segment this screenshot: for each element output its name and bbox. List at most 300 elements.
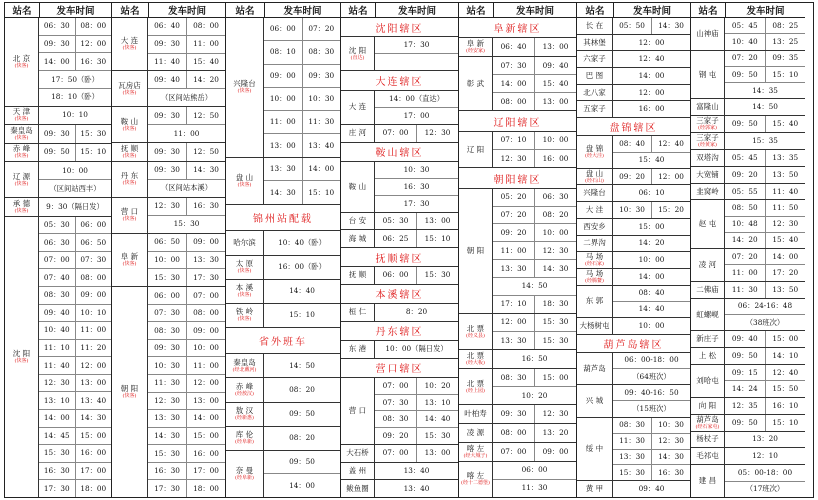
- time-row: [725, 448, 805, 464]
- departure-time: 16：30: [43, 466, 70, 476]
- departure-time: 09：40: [154, 74, 180, 84]
- station-name: 马 场: [585, 252, 604, 262]
- time-row: [493, 242, 576, 260]
- station-group: [226, 304, 340, 328]
- station-name-cell: [459, 424, 493, 442]
- departure-time: 14：30: [154, 431, 180, 441]
- time-row: [148, 36, 225, 54]
- departure-time: 09：00: [186, 234, 225, 251]
- departure-times: [39, 162, 111, 197]
- departure-time: 13：50: [765, 167, 806, 183]
- station-name-cell: [691, 348, 725, 364]
- time-row: [493, 405, 576, 423]
- departure-times: [493, 57, 576, 110]
- station-group: [691, 448, 805, 465]
- departure-time: 13：30: [619, 451, 645, 461]
- time-row: [148, 54, 225, 71]
- departure-time: 08：20: [534, 207, 576, 224]
- station-name-cell: [226, 231, 264, 254]
- time-row: [493, 314, 576, 332]
- station-group: [226, 256, 340, 280]
- station-name: 韭窝岭: [696, 186, 719, 196]
- time-row: [39, 217, 111, 235]
- departure-time: 14：30: [186, 162, 225, 179]
- station-name: 东 港: [348, 344, 367, 354]
- departure-time: 08：30: [43, 290, 70, 300]
- departure-time: 10：00: [534, 224, 576, 241]
- departure-time: 16：30: [186, 198, 225, 215]
- time-row: [613, 252, 690, 268]
- departure-time: 10：30: [651, 418, 690, 433]
- departure-time: 09：20: [731, 169, 758, 179]
- column-header: [5, 3, 111, 18]
- time-row: [39, 392, 111, 410]
- time-row: [493, 424, 576, 442]
- station-name-cell: [459, 350, 493, 368]
- station-name-cell: [341, 213, 375, 230]
- station-group: [691, 133, 805, 150]
- time-row: [375, 54, 458, 70]
- departure-times: [375, 378, 458, 444]
- station-name: 绥 中: [585, 443, 604, 453]
- departure-time: 09：20: [500, 227, 527, 237]
- departure-time: 13：00: [186, 393, 225, 410]
- departure-time: 11：30: [154, 378, 180, 388]
- section-header: 沈阳辖区: [341, 18, 458, 37]
- departure-time: 13：30: [154, 413, 180, 423]
- departure-times: [375, 91, 458, 124]
- station-name: 海 城: [348, 233, 367, 243]
- departure-time: 10：10: [62, 110, 88, 120]
- time-row: [725, 99, 805, 115]
- time-row: [613, 136, 690, 152]
- time-row: [375, 108, 458, 124]
- station-name: 鞍 山: [348, 181, 367, 191]
- station-name: 抚 顺: [348, 270, 367, 280]
- station-name: 盘 山: [235, 172, 254, 182]
- station-name-cell: [577, 236, 613, 252]
- station-group: [459, 462, 576, 497]
- station-name-cell: [112, 143, 148, 160]
- station-group: [226, 280, 340, 304]
- station-group: [5, 162, 111, 198]
- departure-times: [264, 378, 340, 401]
- departure-time: 15：10: [75, 144, 112, 162]
- departure-time: 16：10: [765, 398, 806, 414]
- departure-time: 09：15: [731, 367, 758, 377]
- station-name-cell: [226, 18, 264, 157]
- station-name-cell: [691, 116, 725, 132]
- departure-times: [725, 51, 805, 99]
- departure-time: 09：40: [534, 57, 576, 74]
- departure-time: 12：00: [500, 317, 527, 327]
- time-row: [613, 369, 690, 384]
- station-name-cell: [226, 158, 264, 204]
- column-header: [459, 3, 576, 18]
- departure-time: 06：30: [43, 21, 70, 31]
- station-name: 丹 东: [120, 171, 139, 181]
- departure-time: 05：00-18：00: [737, 467, 793, 477]
- departure-times: [725, 184, 805, 200]
- departure-time: 10：00（隔日发）: [385, 344, 448, 354]
- section-header: 营口辖区: [341, 359, 458, 378]
- departure-time: 07：30: [500, 60, 527, 70]
- departure-times: [613, 85, 690, 101]
- station-name: 凌 河: [698, 259, 717, 269]
- time-row: [264, 378, 340, 401]
- departure-time: 08：40: [619, 138, 645, 148]
- station-note: (快客): [122, 153, 137, 160]
- departure-time: 13：10: [416, 395, 458, 411]
- station-note: (快客): [14, 357, 29, 364]
- station-name-cell: [577, 51, 613, 67]
- station-note: (经阜新): [235, 439, 254, 446]
- departure-time: 08：10: [269, 47, 296, 57]
- departure-time: 08：30: [302, 41, 341, 63]
- section-header: 辽阳辖区: [459, 111, 576, 131]
- departure-time: 10：40: [731, 37, 758, 47]
- departure-time: 07：00: [186, 287, 225, 304]
- departure-time: 15：30: [154, 448, 180, 458]
- departure-time: 15：40: [765, 233, 806, 248]
- station-name-cell: [5, 18, 39, 106]
- departure-time: 09：30: [154, 147, 180, 157]
- time-row: [148, 445, 225, 463]
- departure-time: 14：00: [43, 56, 70, 66]
- time-row: [613, 18, 690, 34]
- departure-time: 14：00: [638, 271, 665, 281]
- header-station: 站名: [341, 3, 376, 17]
- header-time: 发车时间: [56, 6, 95, 17]
- station-group: [112, 162, 225, 198]
- station-name: 沈 阳: [348, 45, 367, 55]
- station-group: [691, 348, 805, 365]
- departure-times: [148, 18, 225, 70]
- station-group: [341, 267, 458, 285]
- station-name-cell: [226, 256, 264, 279]
- station-name: 庄 河: [348, 128, 367, 138]
- departure-time: 18：30: [534, 296, 576, 313]
- header-station: 站名: [691, 3, 726, 17]
- column-header: [226, 3, 340, 18]
- departure-time: 14：50: [752, 102, 778, 112]
- departure-time: 09：40: [731, 334, 758, 344]
- station-name: 大石桥: [346, 448, 369, 458]
- departure-times: [725, 282, 805, 298]
- departure-time: 11：40: [43, 360, 70, 370]
- time-row: [493, 93, 576, 110]
- departure-time: 08：25: [765, 18, 806, 33]
- departure-time: 17：10: [500, 299, 527, 309]
- station-group: [691, 184, 805, 201]
- departure-time: 12：00: [75, 357, 112, 374]
- station-note: (快客): [122, 45, 137, 52]
- time-row: [725, 331, 805, 347]
- station-name-cell: [691, 249, 725, 281]
- departure-times: [375, 445, 458, 462]
- station-group: [691, 99, 805, 116]
- departure-time: 06：00: [154, 290, 180, 300]
- station-name: 抚 顺: [120, 144, 139, 154]
- station-name-cell: [341, 445, 375, 462]
- station-name-cell: [577, 185, 613, 201]
- departure-time: 12：30: [765, 217, 806, 232]
- departure-times: [613, 68, 690, 84]
- time-row: [493, 350, 576, 368]
- time-row: [148, 463, 225, 481]
- departure-time: [375, 54, 458, 70]
- time-row: [375, 196, 458, 212]
- departure-time: 07：10: [500, 135, 527, 145]
- departure-time: 09：20: [382, 431, 409, 441]
- departure-time: 10：00: [638, 320, 665, 330]
- station-group: [226, 158, 340, 205]
- station-group: [577, 18, 690, 35]
- time-row: [39, 428, 111, 446]
- departure-time: 10：00: [154, 255, 180, 265]
- time-row: [725, 348, 805, 364]
- time-row: [148, 162, 225, 180]
- time-row: [148, 375, 225, 393]
- station-name-cell: [577, 219, 613, 235]
- departure-time: 14：30: [75, 410, 112, 427]
- departure-time: 11：30: [302, 111, 341, 133]
- time-row: [493, 278, 576, 296]
- station-name-cell: [112, 287, 148, 497]
- departure-time: 11：50: [765, 200, 806, 215]
- header-time: 发车时间: [397, 6, 436, 17]
- station-group: [112, 198, 225, 234]
- column-header: [112, 3, 225, 18]
- departure-time: 16：30: [154, 466, 180, 476]
- departure-time: 10：30: [403, 164, 430, 174]
- station-name-cell: [691, 415, 725, 431]
- station-name-cell: [112, 198, 148, 233]
- time-row: [148, 252, 225, 270]
- departure-times: [613, 385, 690, 416]
- departure-times: [613, 481, 690, 497]
- departure-time: （15班次）: [632, 404, 671, 414]
- departure-time: （区间站熊岳）: [160, 92, 213, 102]
- station-group: [459, 369, 576, 405]
- time-row: [264, 41, 340, 64]
- departure-times: [725, 167, 805, 183]
- departure-time: 11：00: [173, 128, 200, 138]
- station-name-cell: [691, 448, 725, 464]
- section-header: 大连辖区: [341, 71, 458, 90]
- timetable-column: [5, 3, 112, 497]
- station-name-cell: [112, 234, 148, 286]
- departure-time: 07：30: [382, 397, 409, 407]
- time-row: [264, 231, 340, 254]
- departure-times: [148, 71, 225, 106]
- section-header: 葫芦岛辖区: [577, 335, 690, 353]
- departure-time: （17班次）: [745, 484, 785, 494]
- time-row: [264, 181, 340, 204]
- station-name-cell: [459, 189, 493, 313]
- departure-time: 09：40: [43, 307, 70, 317]
- departure-time: 14：45: [43, 430, 70, 440]
- station-note: (快客): [14, 180, 29, 187]
- time-row: [39, 322, 111, 340]
- station-name-cell: [691, 200, 725, 248]
- departure-time: 12：40: [765, 365, 806, 380]
- time-row: [148, 198, 225, 216]
- time-row: [725, 150, 805, 166]
- time-row: [148, 234, 225, 252]
- station-group: [226, 451, 340, 497]
- time-row: [264, 304, 340, 327]
- departure-time: 06：00: [75, 217, 112, 234]
- departure-time: 14：40: [289, 286, 315, 296]
- departure-time: 13：00: [416, 213, 458, 230]
- departure-time: 10：20: [521, 390, 548, 400]
- departure-time: 18：00: [75, 480, 112, 497]
- departure-times: [613, 185, 690, 201]
- departure-time: 09：50: [731, 69, 758, 79]
- time-row: [375, 179, 458, 196]
- time-row: [493, 369, 576, 387]
- departure-times: [725, 398, 805, 414]
- departure-time: 08：00: [186, 305, 225, 322]
- time-row: [39, 53, 111, 71]
- departure-time: 10：30: [619, 204, 645, 214]
- station-note: (经上园): [466, 387, 485, 394]
- station-name-cell: [577, 418, 613, 481]
- departure-time: 08：30: [500, 372, 527, 382]
- departure-time: 14：00: [302, 158, 341, 181]
- station-group: [691, 116, 805, 133]
- station-name-cell: [691, 133, 725, 149]
- departure-times: [148, 162, 225, 197]
- time-row: [613, 185, 690, 201]
- departure-time: 15：20: [651, 202, 690, 218]
- station-name: 营 口: [348, 405, 367, 415]
- station-group: [341, 341, 458, 359]
- departure-time: 06：50: [75, 234, 112, 251]
- time-row: [725, 67, 805, 83]
- departure-times: [613, 51, 690, 67]
- time-row: [39, 89, 111, 106]
- time-row: [493, 150, 576, 167]
- station-name: 朝 阳: [466, 245, 485, 255]
- station-name: 北 京: [12, 53, 31, 63]
- station-note: (经安家): [466, 48, 485, 55]
- departure-time: 16：00: [186, 445, 225, 462]
- time-row: [725, 233, 805, 248]
- departure-times: [725, 200, 805, 248]
- departure-time: 09：30: [302, 65, 341, 87]
- time-row: [613, 418, 690, 434]
- departure-time: 09：30: [43, 128, 70, 138]
- station-name: 盘 山: [585, 168, 604, 178]
- section-header: 丹东辖区: [341, 322, 458, 341]
- departure-times: [148, 234, 225, 286]
- time-row: [39, 480, 111, 497]
- departure-time: 09：30: [154, 110, 180, 120]
- station-name-cell: [577, 286, 613, 317]
- departure-time: 07：20: [302, 18, 341, 40]
- station-group: [577, 269, 690, 286]
- departure-time: 11：00: [269, 117, 296, 127]
- station-name: 杨杖子: [696, 434, 719, 444]
- departure-time: 13：20: [752, 434, 778, 444]
- time-row: [39, 410, 111, 428]
- station-group: [577, 169, 690, 186]
- departure-time: 05：50: [619, 20, 645, 30]
- departure-time: 13：40: [302, 134, 341, 156]
- departure-time: 16：00: [75, 445, 112, 462]
- time-row: [375, 267, 458, 284]
- station-group: [341, 230, 458, 248]
- departure-time: 14：00: [638, 70, 665, 80]
- departure-times: [375, 230, 458, 247]
- time-row: [725, 381, 805, 396]
- station-name-cell: [577, 68, 613, 84]
- station-name-cell: [226, 304, 264, 327]
- departure-times: [613, 219, 690, 235]
- departure-time: 12：10: [752, 451, 778, 461]
- station-name: 建 昌: [698, 476, 717, 486]
- station-name-cell: [577, 35, 613, 51]
- station-group: [691, 465, 805, 497]
- departure-time: 15：30: [619, 467, 645, 477]
- departure-time: 14：30: [651, 450, 690, 465]
- time-row: [493, 57, 576, 75]
- departure-times: [493, 443, 576, 461]
- station-name: 鞍 山: [120, 116, 139, 126]
- timetable-column: [226, 3, 341, 497]
- station-name: 葫芦岛: [583, 363, 606, 373]
- station-name-cell: [691, 331, 725, 347]
- departure-time: 05：30: [382, 215, 409, 225]
- station-group: [577, 68, 690, 85]
- time-row: [39, 107, 111, 125]
- station-note: (快客): [14, 207, 29, 214]
- station-name: 桓 仁: [348, 307, 367, 317]
- departure-time: 12：30: [534, 405, 576, 423]
- station-note: (直达): [350, 54, 365, 61]
- timetable-column: [691, 3, 805, 497]
- departure-time: 10：00: [62, 165, 88, 175]
- station-name-cell: [577, 269, 613, 285]
- departure-time: 09：50: [289, 457, 315, 467]
- station-name: 天 津: [12, 107, 31, 117]
- station-group: [459, 132, 576, 168]
- time-row: [375, 463, 458, 480]
- departure-time: 06：40: [500, 42, 527, 52]
- station-name-cell: [577, 385, 613, 416]
- time-row: [264, 427, 340, 450]
- departure-times: [39, 125, 111, 143]
- station-name: 北 票: [466, 351, 485, 361]
- departure-time: 07：00: [382, 448, 409, 458]
- station-name-cell: [459, 314, 493, 349]
- station-note: (快客): [122, 393, 137, 400]
- station-group: [577, 418, 690, 482]
- departure-time: 13：00: [269, 140, 296, 150]
- station-name-cell: [226, 403, 264, 426]
- section-header: 锦州站配载: [226, 205, 340, 231]
- time-row: [613, 68, 690, 84]
- departure-times: [148, 287, 225, 497]
- departure-time: 12：00: [651, 169, 690, 185]
- departure-time: 15：10: [765, 415, 806, 431]
- time-row: [613, 481, 690, 497]
- departure-time: 17：30: [403, 198, 430, 208]
- section-header: 本溪辖区: [341, 285, 458, 304]
- departure-time: 08：30: [154, 325, 180, 335]
